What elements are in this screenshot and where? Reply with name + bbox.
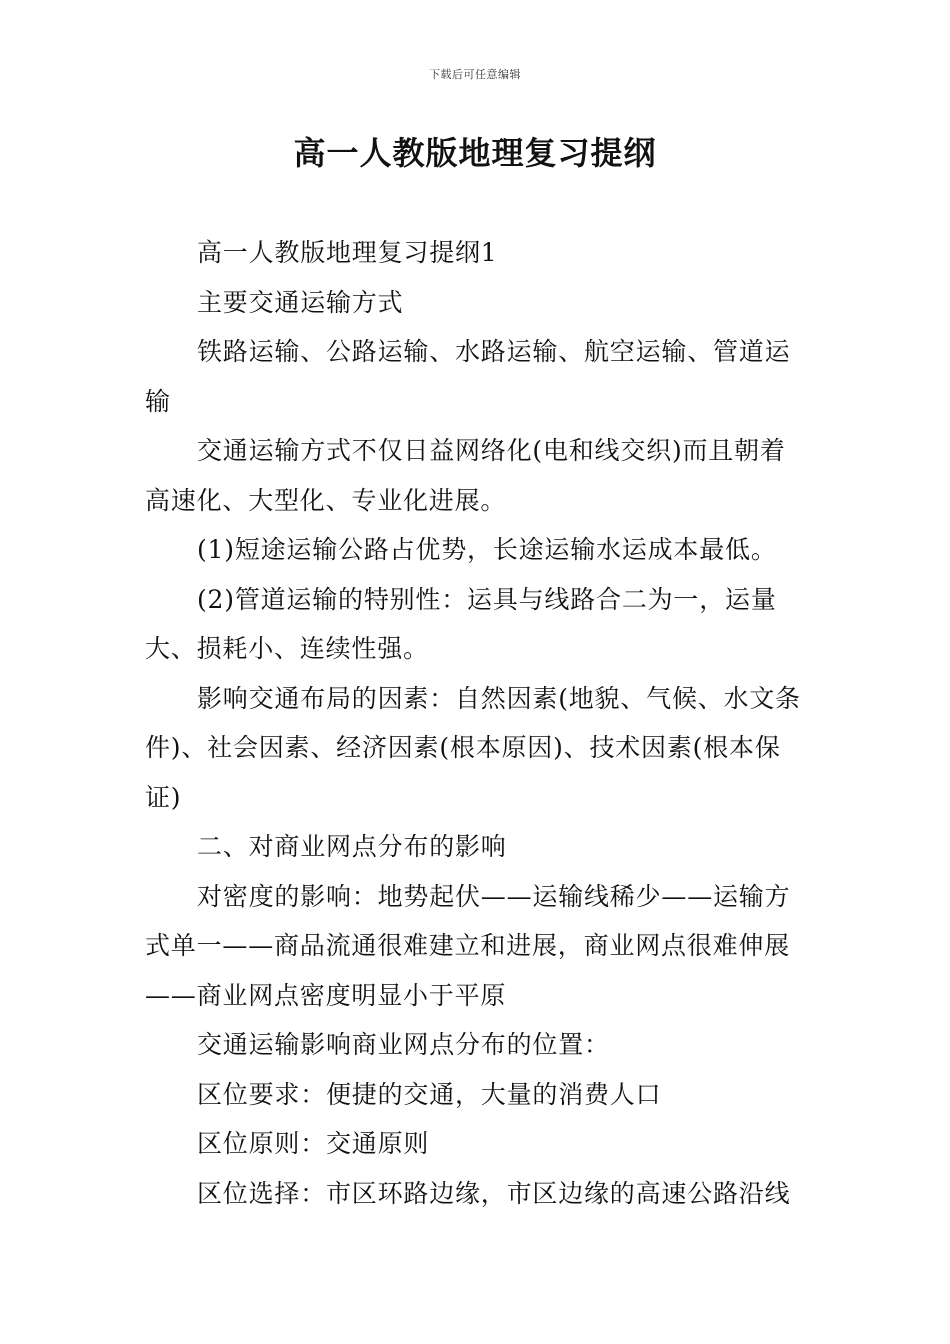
paragraph-point-2: (2)管道运输的特别性：运具与线路合二为一，运量大、损耗小、连续性强。 [145,584,777,663]
paragraph-location-principle: 区位原则：交通原则 [197,1129,430,1158]
paragraph-transport-list: 铁路运输、公路运输、水路运输、航空运输、管道运输 [145,337,791,416]
paragraph-subtitle: 高一人教版地理复习提纲1 [197,238,498,267]
header-note: 下载后可任意编辑 [429,68,521,81]
paragraph-density-effect: 对密度的影响：地势起伏——运输线稀少——运输方式单一——商品流通很难建立和进展，商业网点很难伸展——商业网点密度明显小于平原 [145,881,791,1010]
paragraph-heading-transport-modes: 主要交通运输方式 [197,287,404,317]
paragraph-point-1: (1)短途运输公路占优势，长途运输水运成本最低。 [197,535,777,564]
paragraph-section-2-heading: 二、对商业网点分布的影响 [197,832,507,861]
paragraph-layout-factors: 影响交通布局的因素：自然因素(地貌、气候、水文条件)、社会因素、经济因素(根本原因)、技术因素(根本保证) [145,683,801,812]
paragraph-location-choice: 区位选择：市区环路边缘，市区边缘的高速公路沿线 [197,1178,791,1208]
paragraph-location-requirement: 区位要求：便捷的交通，大量的消费人口 [197,1079,662,1109]
paragraph-location-intro: 交通运输影响商业网点分布的位置： [197,1030,610,1059]
document-title: 高一人教版地理复习提纲 [293,134,657,172]
document-body [145,228,810,1218]
paragraph-transport-trend: 交通运输方式不仅日益网络化(电和线交织)而且朝着高速化、大型化、专业化进展。 [145,436,786,515]
